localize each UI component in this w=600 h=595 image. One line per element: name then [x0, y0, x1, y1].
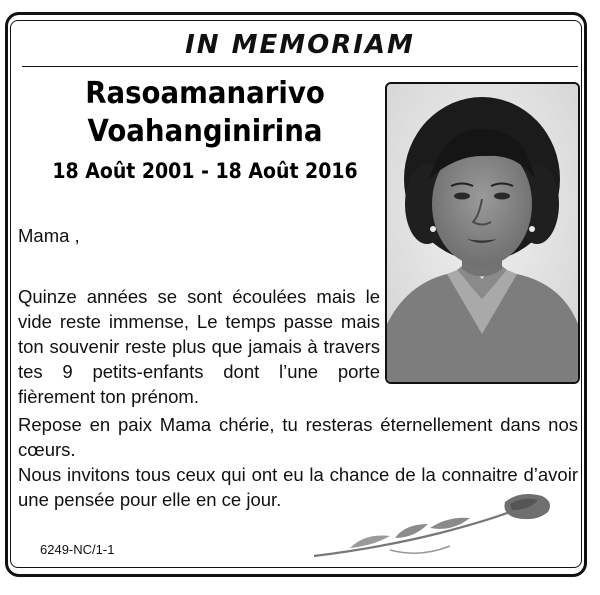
rose-stem-icon — [310, 488, 560, 563]
greeting-text: Mama , — [18, 225, 80, 246]
page-title: IN MEMORIAM — [185, 30, 415, 60]
portrait-photo — [385, 82, 580, 384]
header-divider — [22, 66, 578, 67]
memorial-dates: 18 Août 2001 - 18 Août 2016 — [52, 159, 358, 183]
deceased-name-first: Rasoamanarivo — [85, 76, 325, 111]
deceased-name-second: Voahanginirina — [87, 114, 323, 149]
message-paragraph-1: Quinze années se sont écoulées mais le vide reste immense, Le temps passe mais ton souvenir reste plus que jamais à travers tes 9 petits-enfants dont l’une porte fièrement ton prénom. — [18, 286, 380, 407]
reference-code: 6249-NC/1-1 — [40, 542, 115, 557]
message-paragraph-3: Nous invitons tous ceux qui ont eu la chance de la connaitre d’avoir une pensée pour elle en ce jour. — [18, 464, 578, 510]
portrait-icon — [387, 84, 578, 382]
message-paragraph-2: Repose en paix Mama chérie, tu resteras éternellement dans nos cœurs. — [18, 414, 578, 460]
